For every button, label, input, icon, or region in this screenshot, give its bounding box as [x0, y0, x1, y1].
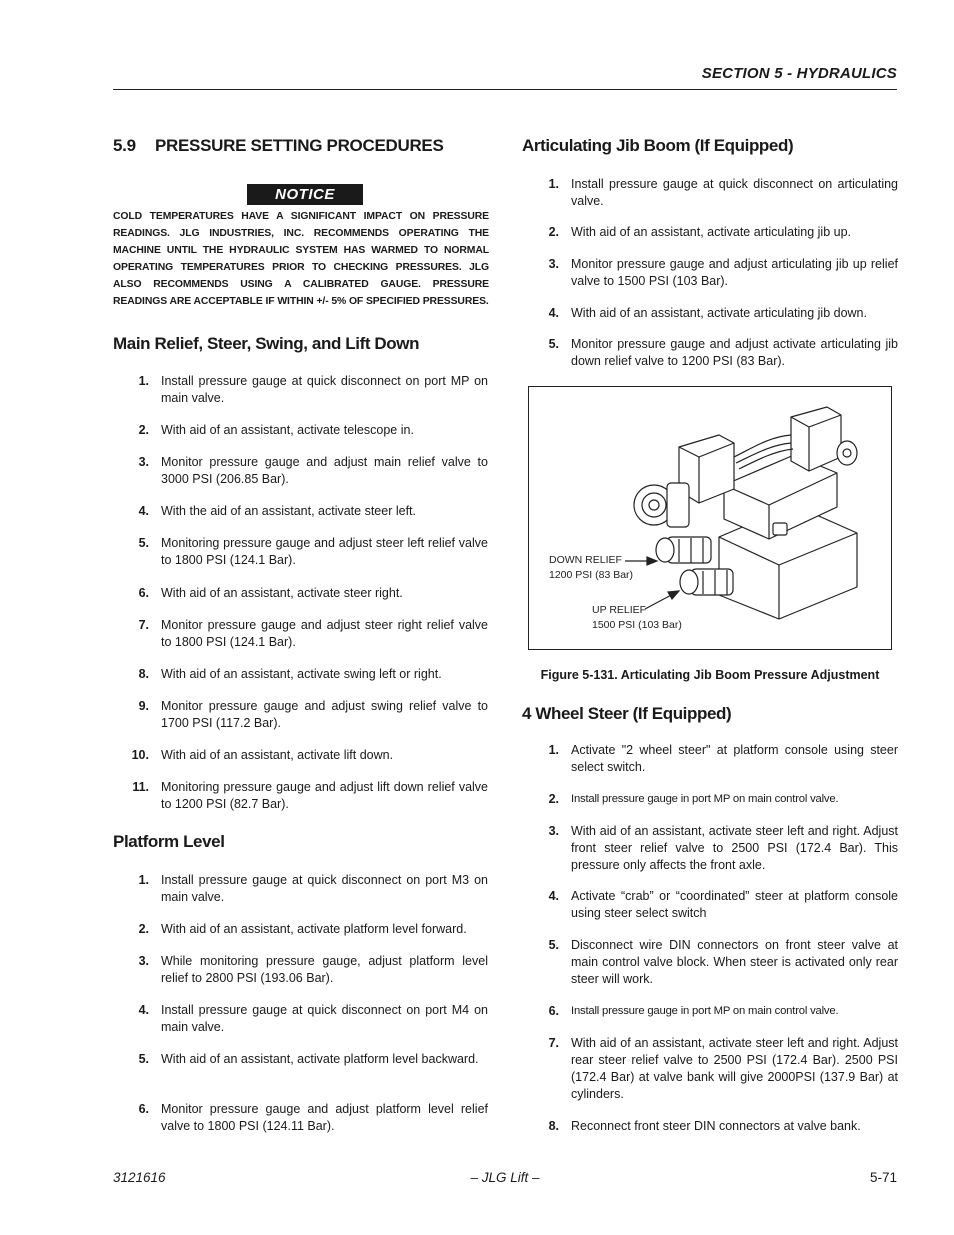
list-item — [138, 373, 488, 407]
step-text: Monitoring pressure gauge and adjust steer left relief valve to 1800 PSI (124.1 Bar). — [161, 536, 488, 567]
step-number: 10. — [131, 748, 149, 762]
step-number: 5. — [138, 1052, 149, 1066]
step-number: 8. — [548, 1119, 559, 1133]
step-text: Install pressure gauge in port MP on main control valve. — [571, 1005, 839, 1017]
list-item — [132, 779, 488, 813]
section-number: 5.9 — [113, 136, 136, 155]
step-number: 6. — [138, 586, 149, 600]
step-number: 5. — [548, 337, 559, 351]
step-text: With aid of an assistant, activate platform level forward. — [161, 922, 467, 936]
list-item — [548, 1035, 898, 1103]
step-text: With the aid of an assistant, activate steer left. — [161, 504, 416, 518]
step-number: 9. — [138, 699, 149, 713]
main-relief-heading: Main Relief, Steer, Swing, and Lift Down — [113, 334, 420, 353]
step-number: 3. — [548, 824, 559, 838]
list-item — [548, 176, 898, 210]
jib-valve-figure — [528, 386, 892, 650]
list-item — [548, 937, 898, 988]
list-item — [138, 422, 488, 439]
step-text: With aid of an assistant, activate articulating jib up. — [571, 225, 852, 239]
step-text: Monitor pressure gauge and adjust articulating jib up relief valve to 1500 PSI (103 Bar). — [571, 257, 898, 288]
step-text: Monitor pressure gauge and adjust steer right relief valve to 1800 PSI (124.1 Bar). — [161, 618, 488, 649]
list-item — [548, 791, 898, 808]
step-number: 1. — [138, 374, 149, 388]
step-text: Activate "2 wheel steer" at platform console using steer select switch. — [571, 743, 898, 774]
step-text: Install pressure gauge in port MP on main control valve. — [571, 793, 839, 805]
step-text: With aid of an assistant, activate platform level backward. — [161, 1052, 479, 1066]
step-number: 7. — [548, 1036, 559, 1050]
step-number: 2. — [548, 792, 559, 806]
step-number: 4. — [138, 1003, 149, 1017]
list-item — [548, 742, 898, 776]
step-number: 6. — [548, 1004, 559, 1018]
step-text: With aid of an assistant, activate articulating jib down. — [571, 306, 867, 320]
figure-caption: Figure 5-131. Articulating Jib Boom Pressure Adjustment — [540, 668, 880, 682]
step-text: Monitor pressure gauge and adjust activate articulating jib down relief valve to 1200 PSI (83 Bar). — [571, 337, 898, 368]
list-item — [138, 1101, 488, 1135]
list-item — [548, 224, 898, 241]
list-item — [138, 617, 488, 651]
step-number: 4. — [548, 306, 559, 320]
jib-boom-heading: Articulating Jib Boom (If Equipped) — [522, 136, 794, 155]
step-number: 5. — [138, 536, 149, 550]
list-item — [548, 256, 898, 290]
step-number: 8. — [138, 667, 149, 681]
footer-center: – JLG Lift – — [470, 1170, 540, 1185]
up-relief-label: UP RELIEF — [592, 604, 647, 616]
list-item — [138, 1002, 488, 1036]
platform-level-heading: Platform Level — [113, 832, 225, 851]
list-item — [138, 953, 488, 987]
step-text: Disconnect wire DIN connectors on front steer valve at main control valve block. When steer is activated only rear steer will work. — [571, 938, 898, 986]
valve-illustration — [529, 387, 893, 651]
list-item — [138, 698, 488, 732]
list-item — [548, 1118, 898, 1135]
list-item — [548, 888, 898, 922]
step-text: With aid of an assistant, activate steer left and right. Adjust rear steer relief valve to 2500 PSI (172.4 Bar). 2500 PSI (172.4 Bar) at valve bank will give 2000PSI (137.9 Bar) at cylinders. — [571, 1036, 898, 1101]
page-number: 5-71 — [869, 1170, 897, 1185]
step-number: 3. — [138, 954, 149, 968]
step-text: With aid of an assistant, activate swing left or right. — [161, 667, 442, 681]
section-title — [113, 136, 444, 156]
notice-text: COLD TEMPERATURES HAVE A SIGNIFICANT IMPACT ON PRESSURE READINGS. JLG INDUSTRIES, INC. RECOMMENDS OPERATING THE MACHINE UNTIL THE HYDRAULIC SYSTEM HAS WARMED TO NORMAL OPERATING TEMPERATURES PRIOR TO CHECKING PRESSURES. JLG ALSO RECOMMENDS USING A CALIBRATED GAUGE. PRESSURE READINGS ARE ACCEPTABLE IF WITHIN +/- 5% OF SPECIFIED PRESSURES. — [113, 211, 489, 307]
down-relief-label: DOWN RELIEF — [549, 554, 622, 566]
step-text: Monitoring pressure gauge and adjust lift down relief valve to 1200 PSI (82.7 Bar). — [161, 780, 488, 811]
step-number: 5. — [548, 938, 559, 952]
step-number: 7. — [138, 618, 149, 632]
step-number: 1. — [548, 743, 559, 757]
section-header-title: SECTION 5 - HYDRAULICS — [701, 65, 897, 82]
step-text: While monitoring pressure gauge, adjust platform level relief to 2800 PSI (193.06 Bar). — [161, 954, 488, 985]
step-number: 4. — [138, 504, 149, 518]
step-text: Monitor pressure gauge and adjust platform level relief valve to 1800 PSI (124.11 Bar). — [161, 1102, 488, 1133]
step-text: With aid of an assistant, activate telescope in. — [161, 423, 414, 437]
step-text: Monitor pressure gauge and adjust swing relief valve to 1700 PSI (117.2 Bar). — [161, 699, 488, 730]
step-number: 4. — [548, 889, 559, 903]
list-item — [138, 585, 488, 602]
step-text: Reconnect front steer DIN connectors at valve bank. — [571, 1119, 861, 1133]
step-number: 3. — [548, 257, 559, 271]
step-number: 6. — [138, 1102, 149, 1116]
step-text: With aid of an assistant, activate steer left and right. Adjust front steer relief valve to 2500 PSI (172.4 Bar). This pressure only affects the front axle. — [571, 824, 898, 872]
step-text: Install pressure gauge at quick disconnect on port M4 on main valve. — [161, 1003, 488, 1034]
step-text: Activate “crab” or “coordinated” steer at platform console using steer select switch — [571, 889, 898, 920]
header-divider — [113, 89, 897, 90]
list-item — [138, 454, 488, 488]
list-item — [138, 1051, 488, 1068]
list-item — [138, 872, 488, 906]
step-number: 11. — [132, 780, 149, 794]
list-item — [138, 666, 488, 683]
step-text: Install pressure gauge at quick disconnect on articulating valve. — [571, 177, 898, 208]
step-number: 2. — [138, 423, 149, 437]
notice-badge: NOTICE — [247, 184, 363, 205]
down-relief-value: 1200 PSI (83 Bar) — [549, 569, 634, 581]
up-relief-value: 1500 PSI (103 Bar) — [592, 619, 682, 631]
step-text: Monitor pressure gauge and adjust main relief valve to 3000 PSI (206.85 Bar). — [161, 455, 488, 486]
step-number: 1. — [548, 177, 559, 191]
step-text: Install pressure gauge at quick disconnect on port M3 on main valve. — [161, 873, 488, 904]
list-item — [131, 747, 488, 764]
step-number: 1. — [138, 873, 149, 887]
step-text: Install pressure gauge at quick disconnect on port MP on main valve. — [161, 374, 488, 405]
step-number: 3. — [138, 455, 149, 469]
list-item — [548, 336, 898, 370]
step-number: 2. — [138, 922, 149, 936]
list-item — [138, 921, 488, 938]
list-item — [138, 535, 488, 569]
doc-number: 3121616 — [113, 1170, 166, 1185]
wheel-steer-heading: 4 Wheel Steer (If Equipped) — [522, 704, 732, 723]
list-item — [548, 305, 898, 322]
list-item — [548, 823, 898, 874]
section-title-text: PRESSURE SETTING PROCEDURES — [155, 136, 444, 155]
step-text: With aid of an assistant, activate lift down. — [161, 748, 394, 762]
list-item — [138, 503, 488, 520]
step-text: With aid of an assistant, activate steer right. — [161, 586, 403, 600]
step-number: 2. — [548, 225, 559, 239]
list-item — [548, 1003, 898, 1020]
